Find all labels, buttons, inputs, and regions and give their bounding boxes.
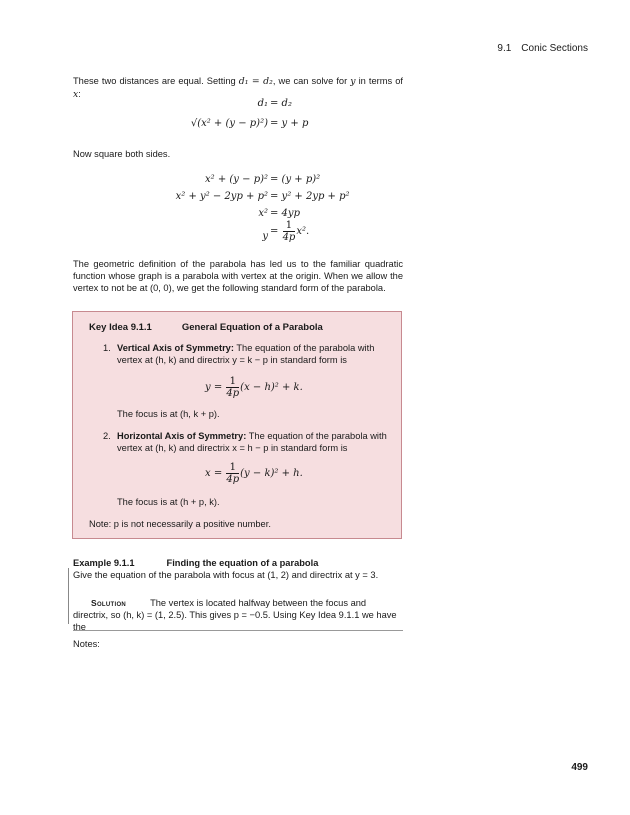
- example-solution: [73, 597, 403, 634]
- item2-heading: Horizontal Axis of Symmetry:: [117, 431, 247, 441]
- item1-eq-tail: (x − h)² + k.: [240, 382, 303, 393]
- section-number: 9.1: [497, 43, 512, 54]
- eq2-row2-lhs: x² + y² − 2yp + p²: [175, 191, 268, 202]
- key-idea-item-2: [103, 430, 388, 460]
- intro-text-4: :: [78, 89, 81, 100]
- notes-label: Notes:: [73, 639, 100, 649]
- eq2-row1-rhs: = (y + p)²: [270, 174, 321, 185]
- item2-index: 2.: [103, 431, 111, 441]
- key-idea-note: Note: p is not necessarily a positive number.: [89, 519, 271, 529]
- square-sentence: Now square both sides.: [73, 149, 171, 159]
- section-title: Conic Sections: [521, 43, 588, 54]
- item1-heading: Vertical Axis of Symmetry:: [117, 343, 234, 353]
- intro-text-1: These two distances are equal. Setting: [73, 76, 239, 86]
- item1-eq-numerator: 1: [226, 376, 239, 388]
- intro-text-3: in terms of: [355, 76, 404, 86]
- item2-text: [117, 430, 392, 454]
- eq2-row4-fraction: [283, 220, 296, 243]
- eq1-row1-rhs: = d₂: [270, 98, 292, 109]
- item1-eq-denominator: 4p: [226, 388, 240, 399]
- eq2-row2-rhs: = y² + 2yp + p²: [270, 191, 350, 202]
- intro-var-y: y: [350, 76, 356, 87]
- running-header: [497, 43, 588, 54]
- solution-text: The vertex is located halfway between the focus and directrix, so (h, k) = (1, 2.5). This gives p = −0.5. Using Key Idea 9.1.1 we have the: [73, 598, 397, 633]
- item1-text: [117, 342, 392, 366]
- eq1-row2-lhs: √(x² + (y − p)²): [190, 118, 268, 129]
- item1-eq-fraction: [226, 376, 239, 399]
- example-prompt: Give the equation of the parabola with focus at (1, 2) and directrix at y = 3.: [73, 570, 379, 580]
- item2-focus: The focus is at (h + p, k).: [117, 497, 220, 507]
- example-title: Finding the equation of a parabola: [166, 558, 319, 568]
- eq2-row4-numerator: 1: [283, 220, 296, 232]
- key-idea-item-1: [103, 342, 388, 372]
- item1-eq-lhs: y =: [205, 382, 223, 393]
- notes-divider: [73, 630, 403, 631]
- eq1-row2-rhs: = y + p: [270, 118, 309, 129]
- key-idea-label: Key Idea 9.1.1: [89, 322, 152, 333]
- example-heading: [73, 558, 318, 568]
- intro-var-x: x: [73, 89, 79, 101]
- item1-index: 1.: [103, 343, 111, 353]
- eq2-row3-rhs: = 4yp: [270, 208, 300, 219]
- item2-description: The equation of the parabola with vertex at (h, k) and directrix x = h − p in standard form is: [117, 431, 387, 454]
- example-label: Example 9.1.1: [73, 558, 135, 568]
- eq2-row3-lhs: x²: [258, 208, 268, 219]
- eq2-row1-lhs: x² + (y − p)²: [205, 174, 268, 185]
- intro-paragraph: [73, 75, 403, 101]
- example-margin-bar: [68, 568, 69, 624]
- key-idea-title: General Equation of a Parabola: [181, 322, 323, 333]
- item1-description: The equation of the parabola with vertex at (h, k) and directrix y = k − p in standard form is: [117, 343, 375, 366]
- page-number: 499: [571, 762, 588, 773]
- eq2-row4-denominator: 4p: [282, 232, 296, 243]
- intro-condition: d₁ = d₂: [238, 76, 273, 87]
- item2-eq-tail: (y − k)² + h.: [240, 468, 303, 479]
- geometric-paragraph: The geometric definition of the parabola has led us to the familiar quadratic function whose graph is a parabola with vertex at the origin. When we allow the vertex to not be at (0, 0), we get the following standard form of the parabola.: [73, 259, 403, 294]
- item2-eq-numerator: 1: [226, 462, 239, 474]
- eq2-row4-lhs: y: [262, 231, 268, 242]
- solution-label: Solution: [91, 598, 127, 608]
- item2-eq-denominator: 4p: [226, 474, 240, 485]
- item2-eq-lhs: x =: [205, 468, 223, 479]
- item1-focus: The focus is at (h, k + p).: [117, 409, 220, 419]
- eq1-row1-lhs: d₁: [257, 98, 268, 109]
- eq2-row4-tail: x².: [296, 226, 310, 237]
- eq2-row4-rhs: = $\frac{1}{4p}$ x².: [270, 220, 310, 243]
- item2-eq-fraction: [226, 462, 239, 485]
- intro-text-2: , we can solve for: [272, 76, 351, 86]
- key-idea-box: [72, 311, 402, 539]
- key-idea-heading: [89, 322, 323, 333]
